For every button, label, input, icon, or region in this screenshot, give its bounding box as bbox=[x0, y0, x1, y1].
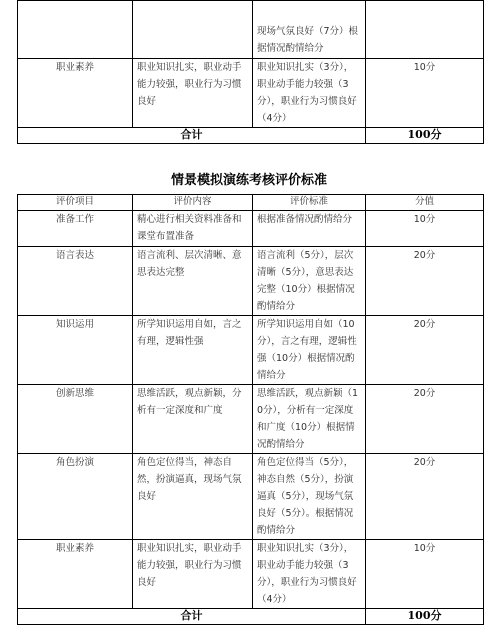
table-cell-item bbox=[18, 1, 133, 59]
table-cell-content: 职业知识扎实，职业动手能力较强，职业行为习惯良好 bbox=[133, 540, 253, 609]
table-cell-content bbox=[133, 1, 253, 59]
table-row bbox=[18, 316, 484, 385]
header-score: 分值 bbox=[366, 195, 484, 211]
table-total-row bbox=[18, 609, 484, 625]
table-cell-item: 语言表达 bbox=[18, 247, 133, 316]
table-cell-item: 角色扮演 bbox=[18, 454, 133, 540]
table-total-row bbox=[18, 128, 484, 144]
table-cell-standard: 角色定位得当（5分），神态自然（5分），扮演逼真（5分），现场气氛良好（5分）。根据情况酌情给分 bbox=[253, 454, 366, 540]
table-cell-content: 语言流利、层次清晰、意思表达完整 bbox=[133, 247, 253, 316]
evaluation-table-continued bbox=[17, 0, 484, 144]
total-value: 100分 bbox=[366, 128, 484, 144]
table-cell-standard: 语言流利（5分），层次清晰（5分），意思表达完整（10分）根据情况酌情给分 bbox=[253, 247, 366, 316]
table-cell-content: 角色定位得当，神态自然，扮演逼真，现场气氛良好 bbox=[133, 454, 253, 540]
table-cell-score: 20分 bbox=[366, 316, 484, 385]
header-item: 评价项目 bbox=[18, 195, 133, 211]
total-label: 合计 bbox=[18, 128, 366, 144]
table-cell-item: 职业素养 bbox=[18, 59, 133, 128]
table-cell-score: 20分 bbox=[366, 247, 484, 316]
table-cell-item: 创新思维 bbox=[18, 385, 133, 454]
table-cell-content: 思维活跃，观点新颖，分析有一定深度和广度 bbox=[133, 385, 253, 454]
table-cell-standard: 思维活跃，观点新颖（10分），分析有一定深度和广度（10分）根据情况酌情给分 bbox=[253, 385, 366, 454]
table-cell-standard: 职业知识扎实（3分），职业动手能力较强（3分），职业行为习惯良好（4分） bbox=[253, 59, 366, 128]
table-row bbox=[18, 59, 484, 128]
scenario-evaluation-table bbox=[17, 194, 484, 625]
header-content: 评价内容 bbox=[133, 195, 253, 211]
table-cell-score: 20分 bbox=[366, 454, 484, 540]
table-cell-content: 精心进行相关资料准备和课堂布置准备 bbox=[133, 211, 253, 247]
table-cell-content: 所学知识运用自如，言之有理，逻辑性强 bbox=[133, 316, 253, 385]
table-cell-score bbox=[366, 1, 484, 59]
table-cell-content: 职业知识扎实，职业动手能力较强，职业行为习惯良好 bbox=[133, 59, 253, 128]
table-cell-item: 职业素养 bbox=[18, 540, 133, 609]
table-cell-item: 准备工作 bbox=[18, 211, 133, 247]
table-row bbox=[18, 454, 484, 540]
table-row bbox=[18, 247, 484, 316]
table-cell-item: 知识运用 bbox=[18, 316, 133, 385]
table-cell-standard: 所学知识运用自如（10分），言之有理，逻辑性强（10分）根据情况酌情给分 bbox=[253, 316, 366, 385]
table-cell-standard: 职业知识扎实（3分），职业动手能力较强（3分），职业行为习惯良好（4分） bbox=[253, 540, 366, 609]
section-title: 情景模拟演练考核评价标准 bbox=[170, 173, 327, 188]
table-cell-score: 20分 bbox=[366, 385, 484, 454]
table-row bbox=[18, 1, 484, 59]
table-cell-score: 10分 bbox=[366, 540, 484, 609]
table-cell-score: 10分 bbox=[366, 59, 484, 128]
total-value: 100分 bbox=[366, 609, 484, 625]
table-row bbox=[18, 211, 484, 247]
table-row bbox=[18, 385, 484, 454]
header-standard: 评价标准 bbox=[253, 195, 366, 211]
table-cell-score: 10分 bbox=[366, 211, 484, 247]
table-row bbox=[18, 540, 484, 609]
table-cell-standard: 现场气氛良好（7分）根据情况酌情给分 bbox=[253, 1, 366, 59]
total-label: 合计 bbox=[18, 609, 366, 625]
table-cell-standard: 根据准备情况酌情给分 bbox=[253, 211, 366, 247]
table-header-row bbox=[18, 195, 484, 211]
